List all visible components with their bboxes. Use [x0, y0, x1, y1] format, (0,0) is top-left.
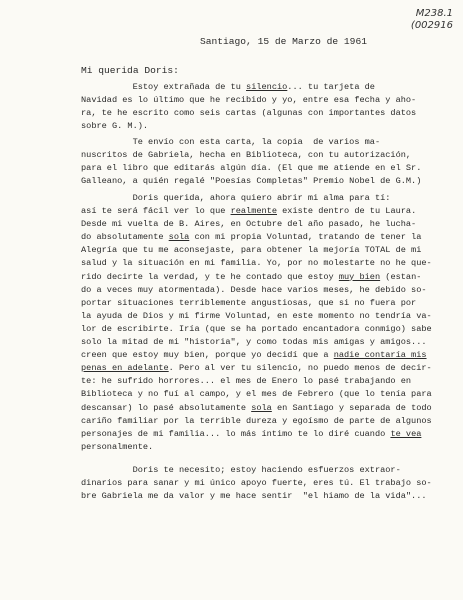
text-segment: la ayuda de Dios y mi firme Voluntad, en este momento no tendría va- — [81, 310, 432, 321]
underlined-text: te vea — [390, 428, 422, 439]
text-line — [81, 175, 451, 188]
archive-code-line-2: (002916 — [410, 20, 453, 31]
text-line — [81, 257, 451, 270]
text-line — [81, 441, 451, 454]
text-line — [81, 120, 451, 133]
underlined-text: realmente — [230, 206, 277, 217]
text-segment: do absolutamente — [81, 232, 169, 243]
text-line — [81, 244, 451, 257]
text-segment: Navidad es lo último que he recibido y yo, entre esa fecha y aho- — [81, 95, 417, 106]
text-segment: solo la mitad de mi "historia", y como todas mis amigas y amigos... — [81, 337, 427, 348]
text-line — [81, 192, 451, 205]
text-segment: Doris te necesito; estoy haciendo esfuerzos extraor- — [81, 465, 401, 475]
text-line — [81, 336, 451, 349]
text-line — [81, 231, 451, 244]
text-segment: bre Gabriela me da valor y me hace sentir "el hiamo de la vida"... — [81, 491, 427, 502]
text-line — [81, 107, 451, 120]
text-line — [81, 310, 451, 323]
text-line — [81, 162, 451, 175]
underlined-text: muy bien — [338, 271, 381, 282]
text-line — [81, 349, 451, 362]
text-line — [81, 464, 451, 477]
text-line — [81, 402, 451, 415]
letter-date: Santiago, 15 de Marzo de 1961 — [200, 36, 367, 47]
text-line — [81, 323, 451, 336]
text-line — [81, 375, 451, 388]
text-line — [81, 149, 451, 162]
paragraph-2 — [81, 136, 451, 188]
text-line — [81, 284, 451, 297]
paragraph-1 — [81, 81, 451, 133]
text-line — [81, 415, 451, 428]
text-line — [81, 362, 451, 375]
text-segment: Galleano, a quién regalé "Poesías Completas" Premio Nobel de G.M.) — [81, 176, 422, 187]
text-segment: te: he sufrido horrores... el mes de Enero lo pasé trabajando en — [81, 376, 412, 387]
text-segment: . Pero al ver tu silencio, no puedo menos de decir- — [168, 363, 432, 374]
text-segment: (estan- — [380, 271, 422, 282]
archive-code — [411, 8, 453, 32]
text-segment: Doris querida, ahora quiero abrir mi alma para tí: — [81, 193, 391, 203]
text-segment: lor de escribirte. Iría (que se ha portado encantadora conmigo) sabe — [81, 323, 432, 334]
text-line — [81, 218, 451, 231]
text-line — [81, 490, 451, 503]
text-line — [81, 297, 451, 310]
text-segment: cariño familiar por la terrible dureza y egoísmo de parte de algunos — [81, 415, 432, 426]
salutation: Mi querida Doris: — [81, 65, 179, 76]
text-segment: portar situaciones terriblemente angustiosas, que si no fuera por — [81, 297, 417, 308]
text-line — [81, 81, 451, 94]
text-segment: Biblioteca y no fuí al campo, y el mes de Febrero (que lo tenía para — [81, 389, 432, 400]
text-segment: ... tu tarjeta de — [287, 82, 375, 92]
underlined-text: sola — [168, 232, 190, 243]
text-segment: Alegría que tu me aconsejaste, para obtener la mejoría TOTAL de mi — [81, 245, 422, 256]
text-segment: rido decirte la verdad, y te he contado que estoy — [81, 271, 339, 282]
text-segment: Estoy extrañada de tu — [81, 82, 247, 92]
text-line — [81, 205, 451, 218]
underlined-text: sola — [251, 402, 272, 413]
text-line — [81, 271, 451, 284]
text-segment: para el libro que editarás algún día. (El que me atiende en el Sr. — [81, 163, 422, 174]
text-segment: personajes de mi familia... lo más íntimo te lo diré cuando — [81, 428, 391, 439]
text-line — [81, 136, 451, 149]
underlined-text: penas en adelante — [81, 363, 169, 374]
text-line — [81, 428, 451, 441]
text-segment: existe dentro de tu Laura. — [276, 206, 417, 217]
text-line — [81, 477, 451, 490]
text-segment: descansar) lo pasé absolutamente — [81, 402, 252, 413]
text-segment: salud y la situación en mi familia. Yo, por no molestarte no he que- — [81, 258, 432, 269]
text-segment: en Santiago y separada de todo — [271, 402, 432, 413]
text-line — [81, 388, 451, 401]
text-segment: con mi propia Voluntad, tratando de tener la — [189, 232, 422, 243]
text-segment: Te envío con esta carta, la copia de varios ma- — [81, 137, 381, 147]
paragraph-3 — [81, 192, 451, 454]
text-segment: ra, te he escrito como seis cartas (algunas con importantes datos — [81, 108, 417, 119]
text-segment: sobre G. M.). — [81, 121, 149, 132]
archive-code-line-1: M238.1 — [415, 8, 453, 19]
text-segment: do a veces muy atormentada). Desde hace varios meses, he debido so- — [81, 284, 427, 295]
text-segment: nuscritos de Gabriela, hecha en Biblioteca, con tu autorización, — [81, 150, 412, 161]
text-segment: dinarios para sanar y mi único apoyo fuerte, eres tú. El trabajo so- — [81, 478, 432, 489]
underlined-text: silencio — [246, 82, 288, 92]
paragraph-4 — [81, 464, 451, 503]
text-line — [81, 94, 451, 107]
text-segment: personalmente. — [81, 441, 154, 452]
text-segment: Desde mi vuelta de B. Aires, en Octubre del año pasado, he lucha- — [81, 219, 417, 230]
text-segment: creen que estoy muy bien, porque yo decidí que a — [81, 350, 334, 361]
text-segment: así te será fácil ver lo que — [81, 206, 231, 217]
underlined-text: nadie contaría mis — [333, 350, 427, 361]
